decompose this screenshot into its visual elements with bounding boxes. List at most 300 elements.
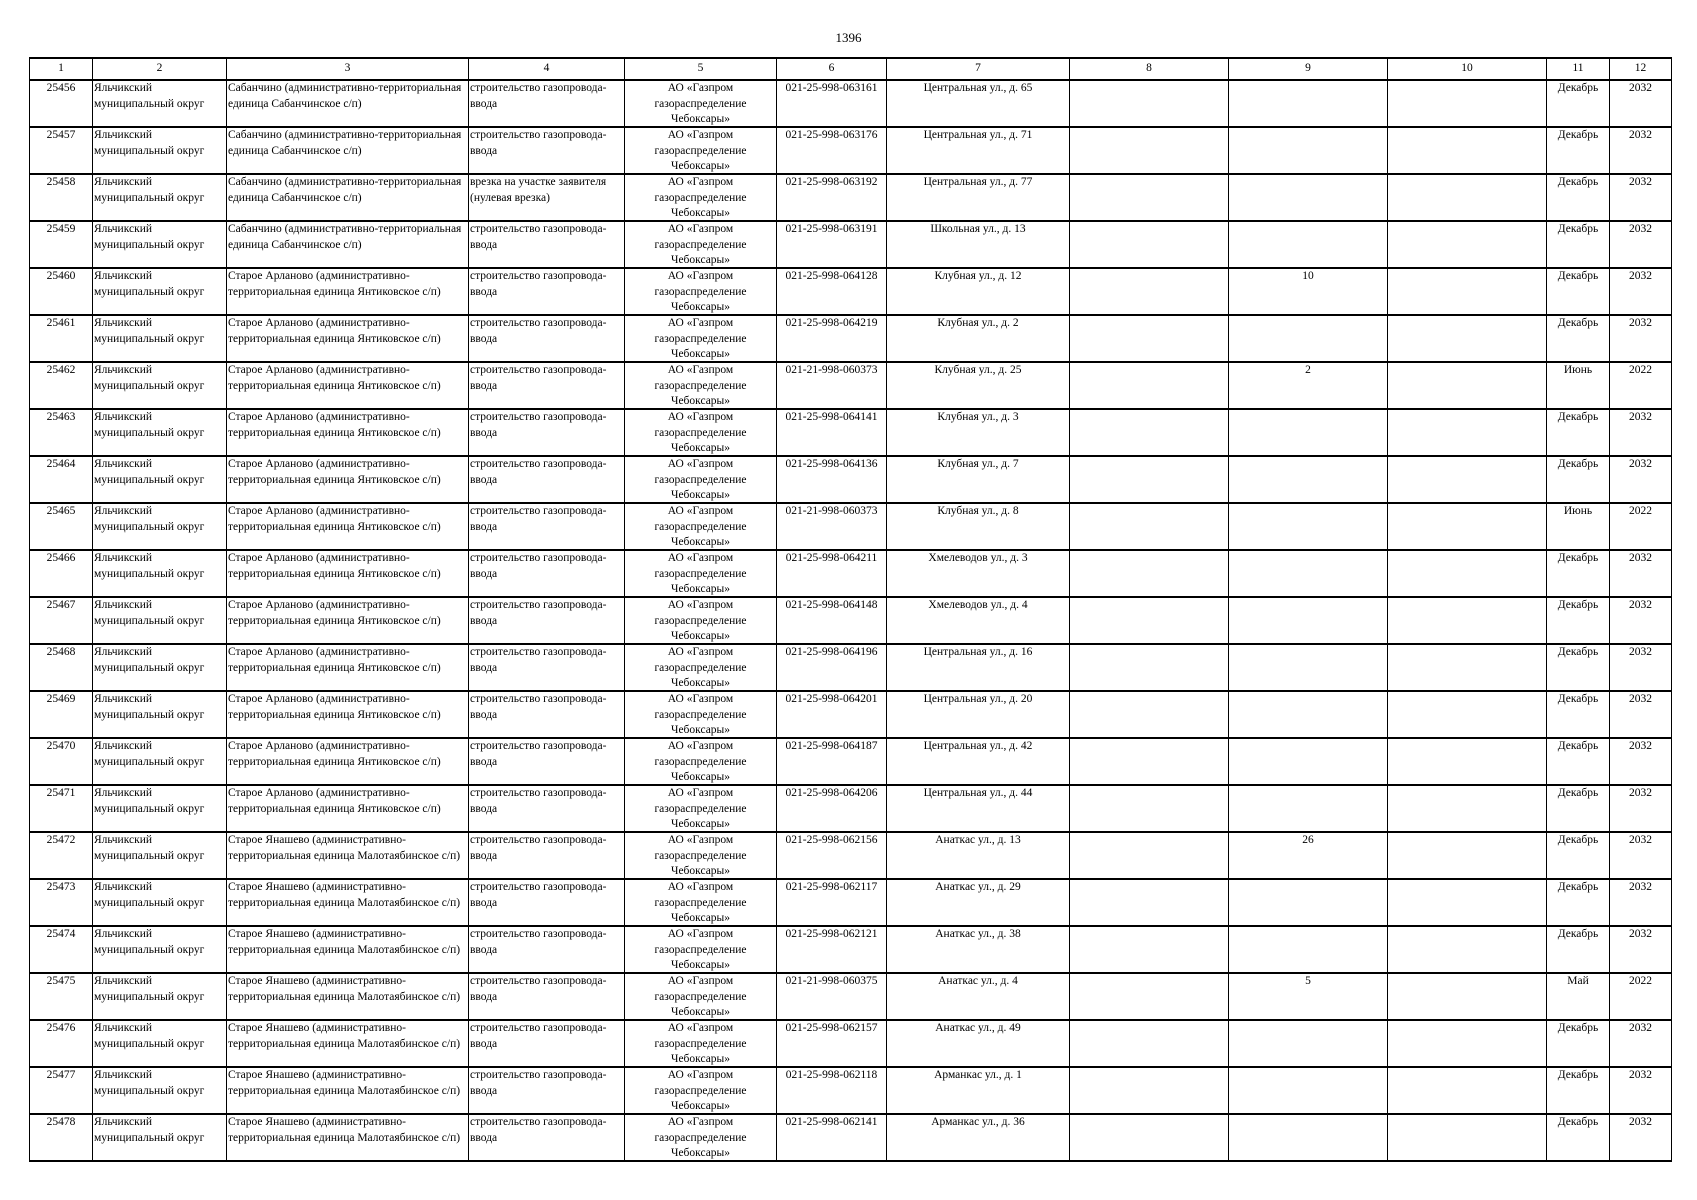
table-cell-col-2	[93, 644, 227, 691]
cell-text: Старое Арланово (административно-территориальная единица Янтиковское с/п)	[228, 693, 441, 721]
table-cell-col-6	[777, 879, 887, 926]
table-cell-col-2	[93, 550, 227, 597]
cell-text: Декабрь	[1557, 552, 1599, 564]
cell-text: Яльчикский муниципальный округ	[94, 458, 205, 486]
cell-text: АО «Газпром газораспределение Чебоксары»	[654, 928, 747, 971]
table-cell-col-1	[30, 80, 93, 127]
table-cell-col-8	[1070, 550, 1229, 597]
table-cell-col-11	[1547, 174, 1610, 221]
cell-text: 25462	[46, 364, 76, 376]
table-cell-col-5	[625, 550, 777, 597]
table-cell-col-5	[625, 738, 777, 785]
cell-text: АО «Газпром газораспределение Чебоксары»	[654, 787, 747, 830]
table-cell-col-8	[1070, 221, 1229, 268]
table-cell-col-5	[625, 503, 777, 550]
cell-text: 2032	[1629, 693, 1652, 705]
table-cell-col-5	[625, 644, 777, 691]
table-cell-col-11	[1547, 409, 1610, 456]
table-cell-col-10	[1388, 503, 1547, 550]
table-row	[30, 1114, 1672, 1161]
table-cell-col-1	[30, 174, 93, 221]
table-cell-col-10	[1388, 832, 1547, 879]
table-cell-col-9	[1229, 832, 1388, 879]
cell-text: Анаткас ул., д. 49	[935, 1022, 1021, 1034]
table-cell-col-8	[1070, 1067, 1229, 1114]
table-cell-col-7	[887, 879, 1070, 926]
cell-text: строительство газопровода-ввода	[470, 129, 607, 157]
cell-text: строительство газопровода-ввода	[470, 458, 607, 486]
table-cell-col-4	[469, 1020, 625, 1067]
table-cell-col-4	[469, 644, 625, 691]
table-cell-col-5	[625, 597, 777, 644]
table-cell-col-2	[93, 785, 227, 832]
cell-text: 2032	[1629, 1069, 1652, 1081]
table-cell-col-9	[1229, 315, 1388, 362]
table-cell-col-8	[1070, 691, 1229, 738]
table-cell-col-5	[625, 268, 777, 315]
table-cell-col-6	[777, 127, 887, 174]
table-cell-col-11	[1547, 1114, 1610, 1161]
table-cell-col-9	[1229, 409, 1388, 456]
cell-text: Яльчикский муниципальный округ	[94, 599, 205, 627]
cell-text: Анаткас ул., д. 29	[935, 881, 1021, 893]
cell-text: 25465	[46, 505, 76, 517]
table-cell-col-2	[93, 1067, 227, 1114]
column-header-11: 11	[1547, 58, 1610, 80]
cell-text: Старое Арланово (административно-территориальная единица Янтиковское с/п)	[228, 270, 441, 298]
table-cell-col-1	[30, 926, 93, 973]
table-cell-col-7	[887, 268, 1070, 315]
table-cell-col-7	[887, 738, 1070, 785]
cell-text: Декабрь	[1557, 317, 1599, 329]
table-cell-col-3	[227, 973, 469, 1020]
table-cell-col-4	[469, 409, 625, 456]
table-row	[30, 879, 1672, 926]
table-cell-col-11	[1547, 597, 1610, 644]
cell-text: 2032	[1629, 881, 1652, 893]
table-cell-col-4	[469, 1114, 625, 1161]
cell-text: 2032	[1629, 1022, 1652, 1034]
table-cell-col-5	[625, 456, 777, 503]
table-cell-col-3	[227, 315, 469, 362]
table-cell-col-7	[887, 315, 1070, 362]
cell-text: 021-25-998-062157	[785, 1022, 878, 1034]
table-cell-col-4	[469, 691, 625, 738]
table-cell-col-6	[777, 1067, 887, 1114]
table-cell-col-4	[469, 221, 625, 268]
table-cell-col-9	[1229, 1020, 1388, 1067]
cell-text: 25467	[46, 599, 76, 611]
table-cell-col-12	[1610, 879, 1672, 926]
table-cell-col-10	[1388, 644, 1547, 691]
cell-text: АО «Газпром газораспределение Чебоксары»	[654, 1022, 747, 1065]
table-cell-col-3	[227, 738, 469, 785]
cell-text: 021-25-998-063192	[785, 176, 878, 188]
cell-text: Декабрь	[1557, 928, 1599, 940]
table-cell-col-2	[93, 362, 227, 409]
table-row	[30, 456, 1672, 503]
cell-text: Май	[1567, 975, 1589, 987]
cell-text: 25478	[46, 1116, 76, 1128]
table-cell-col-4	[469, 832, 625, 879]
cell-text: Июнь	[1563, 505, 1593, 517]
table-cell-col-10	[1388, 456, 1547, 503]
table-cell-col-7	[887, 456, 1070, 503]
cell-text: Старое Янашево (административно-территориальная единица Малотаябинское с/п)	[228, 975, 461, 1003]
table-cell-col-12	[1610, 973, 1672, 1020]
table-cell-col-7	[887, 691, 1070, 738]
cell-text: строительство газопровода-ввода	[470, 787, 607, 815]
table-cell-col-2	[93, 879, 227, 926]
table-cell-col-7	[887, 409, 1070, 456]
cell-text: строительство газопровода-ввода	[470, 693, 607, 721]
table-cell-col-7	[887, 1020, 1070, 1067]
cell-text: 021-25-998-062118	[785, 1069, 878, 1081]
table-cell-col-8	[1070, 785, 1229, 832]
table-cell-col-1	[30, 362, 93, 409]
cell-text: 25469	[46, 693, 76, 705]
cell-text: 25464	[46, 458, 76, 470]
table-cell-col-4	[469, 503, 625, 550]
cell-text: 25458	[46, 176, 76, 188]
column-header-6: 6	[777, 58, 887, 80]
column-header-10: 10	[1388, 58, 1547, 80]
cell-text: Яльчикский муниципальный округ	[94, 1022, 205, 1050]
column-header-4: 4	[469, 58, 625, 80]
cell-text: Яльчикский муниципальный округ	[94, 740, 205, 768]
cell-text: 2	[1305, 364, 1311, 376]
cell-text: Сабанчино (административно-территориальная единица Сабанчинское с/п)	[228, 176, 462, 204]
table-cell-col-6	[777, 221, 887, 268]
table-cell-col-7	[887, 926, 1070, 973]
cell-text: Клубная ул., д. 7	[937, 458, 1019, 470]
cell-text: 25456	[46, 82, 76, 94]
cell-text: Арманкас ул., д. 1	[934, 1069, 1022, 1081]
cell-text: 2032	[1629, 928, 1652, 940]
table-cell-col-1	[30, 1020, 93, 1067]
cell-text: 25471	[46, 787, 76, 799]
table-cell-col-6	[777, 738, 887, 785]
table-cell-col-4	[469, 362, 625, 409]
table-cell-col-2	[93, 127, 227, 174]
table-cell-col-6	[777, 973, 887, 1020]
cell-text: Клубная ул., д. 3	[937, 411, 1019, 423]
table-cell-col-4	[469, 785, 625, 832]
table-cell-col-1	[30, 503, 93, 550]
table-cell-col-5	[625, 362, 777, 409]
cell-text: АО «Газпром газораспределение Чебоксары»	[654, 270, 747, 313]
table-cell-col-11	[1547, 127, 1610, 174]
table-cell-col-1	[30, 315, 93, 362]
table-cell-col-11	[1547, 832, 1610, 879]
cell-text: строительство газопровода-ввода	[470, 223, 607, 251]
table-cell-col-4	[469, 738, 625, 785]
table-cell-col-10	[1388, 1114, 1547, 1161]
table-cell-col-4	[469, 174, 625, 221]
table-cell-col-12	[1610, 691, 1672, 738]
cell-text: 2032	[1629, 599, 1652, 611]
table-cell-col-1	[30, 456, 93, 503]
table-cell-col-3	[227, 550, 469, 597]
table-cell-col-9	[1229, 1114, 1388, 1161]
cell-text: Декабрь	[1557, 740, 1599, 752]
table-cell-col-6	[777, 597, 887, 644]
table-cell-col-3	[227, 456, 469, 503]
table-cell-col-3	[227, 127, 469, 174]
cell-text: Старое Арланово (административно-территориальная единица Янтиковское с/п)	[228, 458, 441, 486]
table-cell-col-2	[93, 503, 227, 550]
table-cell-col-2	[93, 409, 227, 456]
table-cell-col-7	[887, 550, 1070, 597]
cell-text: строительство газопровода-ввода	[470, 364, 607, 392]
cell-text: Хмелеводов ул., д. 3	[928, 552, 1028, 564]
column-header-8: 8	[1070, 58, 1229, 80]
cell-text: 021-25-998-064128	[785, 270, 878, 282]
table-cell-col-3	[227, 80, 469, 127]
table-cell-col-9	[1229, 80, 1388, 127]
cell-text: строительство газопровода-ввода	[470, 1022, 607, 1050]
table-cell-col-10	[1388, 315, 1547, 362]
cell-text: Анаткас ул., д. 13	[935, 834, 1021, 846]
table-cell-col-9	[1229, 1067, 1388, 1114]
table-cell-col-2	[93, 832, 227, 879]
table-cell-col-8	[1070, 832, 1229, 879]
cell-text: 2032	[1629, 176, 1652, 188]
cell-text: Яльчикский муниципальный округ	[94, 787, 205, 815]
table-cell-col-5	[625, 879, 777, 926]
table-cell-col-1	[30, 409, 93, 456]
cell-text: Июнь	[1563, 364, 1593, 376]
table-cell-col-10	[1388, 597, 1547, 644]
cell-text: 25457	[46, 129, 76, 141]
table-cell-col-8	[1070, 738, 1229, 785]
cell-text: Яльчикский муниципальный округ	[94, 834, 205, 862]
table-cell-col-9	[1229, 785, 1388, 832]
column-header-3: 3	[227, 58, 469, 80]
table-row	[30, 1067, 1672, 1114]
table-cell-col-12	[1610, 174, 1672, 221]
table-cell-col-12	[1610, 1020, 1672, 1067]
table-row	[30, 503, 1672, 550]
cell-text: Декабрь	[1557, 787, 1599, 799]
table-cell-col-6	[777, 315, 887, 362]
table-cell-col-9	[1229, 550, 1388, 597]
table-cell-col-10	[1388, 127, 1547, 174]
table-cell-col-12	[1610, 221, 1672, 268]
cell-text: Клубная ул., д. 8	[937, 505, 1019, 517]
table-cell-col-11	[1547, 362, 1610, 409]
table-cell-col-5	[625, 127, 777, 174]
table-cell-col-9	[1229, 879, 1388, 926]
data-table	[29, 57, 1672, 1162]
table-cell-col-3	[227, 597, 469, 644]
cell-text: Декабрь	[1557, 646, 1599, 658]
table-cell-col-1	[30, 597, 93, 644]
table-row	[30, 926, 1672, 973]
cell-text: Яльчикский муниципальный округ	[94, 552, 205, 580]
cell-text: 021-25-998-063176	[785, 129, 878, 141]
table-cell-col-5	[625, 315, 777, 362]
cell-text: Школьная ул., д. 13	[930, 223, 1026, 235]
table-cell-col-7	[887, 785, 1070, 832]
table-cell-col-5	[625, 691, 777, 738]
table-cell-col-6	[777, 362, 887, 409]
cell-text: Яльчикский муниципальный округ	[94, 129, 205, 157]
table-cell-col-10	[1388, 785, 1547, 832]
table-row	[30, 221, 1672, 268]
table-cell-col-3	[227, 691, 469, 738]
table-cell-col-12	[1610, 1067, 1672, 1114]
table-cell-col-1	[30, 550, 93, 597]
table-cell-col-1	[30, 738, 93, 785]
cell-text: Декабрь	[1557, 270, 1599, 282]
table-cell-col-12	[1610, 785, 1672, 832]
cell-text: 021-21-998-060375	[785, 975, 878, 987]
cell-text: Декабрь	[1557, 1069, 1599, 1081]
table-cell-col-3	[227, 221, 469, 268]
table-cell-col-11	[1547, 456, 1610, 503]
table-cell-col-1	[30, 879, 93, 926]
table-cell-col-10	[1388, 174, 1547, 221]
table-cell-col-10	[1388, 973, 1547, 1020]
table-cell-col-2	[93, 80, 227, 127]
table-cell-col-8	[1070, 362, 1229, 409]
cell-text: Декабрь	[1557, 82, 1599, 94]
table-cell-col-7	[887, 174, 1070, 221]
cell-text: 021-21-998-060373	[785, 364, 878, 376]
cell-text: строительство газопровода-ввода	[470, 411, 607, 439]
cell-text: 021-25-998-063191	[785, 223, 878, 235]
cell-text: 5	[1305, 975, 1311, 987]
table-cell-col-8	[1070, 1020, 1229, 1067]
table-cell-col-11	[1547, 785, 1610, 832]
table-cell-col-3	[227, 503, 469, 550]
table-row	[30, 691, 1672, 738]
cell-text: 25474	[46, 928, 76, 940]
column-header-7: 7	[887, 58, 1070, 80]
cell-text: Старое Янашево (административно-территориальная единица Малотаябинское с/п)	[228, 1116, 461, 1144]
table-cell-col-11	[1547, 738, 1610, 785]
table-cell-col-3	[227, 409, 469, 456]
cell-text: Яльчикский муниципальный округ	[94, 176, 205, 204]
page-number: 1396	[835, 30, 862, 45]
table-cell-col-3	[227, 644, 469, 691]
table-cell-col-7	[887, 127, 1070, 174]
cell-text: Яльчикский муниципальный округ	[94, 364, 205, 392]
cell-text: 021-25-998-062141	[785, 1116, 878, 1128]
table-cell-col-12	[1610, 80, 1672, 127]
table-cell-col-1	[30, 1114, 93, 1161]
cell-text: Старое Арланово (административно-территориальная единица Янтиковское с/п)	[228, 599, 441, 627]
table-cell-col-10	[1388, 926, 1547, 973]
table-cell-col-3	[227, 1067, 469, 1114]
table-cell-col-2	[93, 221, 227, 268]
cell-text: Старое Янашево (административно-территориальная единица Малотаябинское с/п)	[228, 928, 461, 956]
table-row	[30, 80, 1672, 127]
table-cell-col-2	[93, 456, 227, 503]
table-cell-col-1	[30, 1067, 93, 1114]
cell-text: АО «Газпром газораспределение Чебоксары»	[654, 693, 747, 736]
column-header-2: 2	[93, 58, 227, 80]
table-cell-col-11	[1547, 644, 1610, 691]
table-cell-col-7	[887, 80, 1070, 127]
cell-text: Яльчикский муниципальный округ	[94, 505, 205, 533]
cell-text: 2032	[1629, 740, 1652, 752]
table-cell-col-5	[625, 221, 777, 268]
cell-text: АО «Газпром газораспределение Чебоксары»	[654, 129, 747, 172]
table-cell-col-11	[1547, 879, 1610, 926]
table-cell-col-6	[777, 644, 887, 691]
table-cell-col-3	[227, 174, 469, 221]
cell-text: АО «Газпром газораспределение Чебоксары»	[654, 176, 747, 219]
table-cell-col-4	[469, 550, 625, 597]
cell-text: строительство газопровода-ввода	[470, 928, 607, 956]
table-cell-col-11	[1547, 503, 1610, 550]
cell-text: Яльчикский муниципальный округ	[94, 1069, 205, 1097]
table-cell-col-12	[1610, 315, 1672, 362]
table-cell-col-5	[625, 1020, 777, 1067]
table-cell-col-8	[1070, 973, 1229, 1020]
table-cell-col-1	[30, 127, 93, 174]
table-row	[30, 644, 1672, 691]
table-cell-col-1	[30, 785, 93, 832]
table-row	[30, 832, 1672, 879]
cell-text: 2022	[1629, 975, 1652, 987]
cell-text: АО «Газпром газораспределение Чебоксары»	[654, 223, 747, 266]
cell-text: АО «Газпром газораспределение Чебоксары»	[654, 505, 747, 548]
cell-text: Центральная ул., д. 20	[923, 693, 1033, 705]
table-cell-col-5	[625, 174, 777, 221]
table-cell-col-3	[227, 268, 469, 315]
table-cell-col-7	[887, 597, 1070, 644]
cell-text: АО «Газпром газораспределение Чебоксары»	[654, 834, 747, 877]
table-cell-col-1	[30, 973, 93, 1020]
cell-text: Старое Арланово (административно-территориальная единица Янтиковское с/п)	[228, 552, 441, 580]
cell-text: 2022	[1629, 364, 1652, 376]
table-cell-col-3	[227, 1020, 469, 1067]
cell-text: Центральная ул., д. 42	[923, 740, 1033, 752]
table-cell-col-9	[1229, 691, 1388, 738]
table-cell-col-10	[1388, 550, 1547, 597]
cell-text: АО «Газпром газораспределение Чебоксары»	[654, 975, 747, 1018]
cell-text: Старое Янашево (административно-территориальная единица Малотаябинское с/п)	[228, 834, 461, 862]
cell-text: Яльчикский муниципальный округ	[94, 270, 205, 298]
table-row	[30, 1020, 1672, 1067]
table-cell-col-9	[1229, 973, 1388, 1020]
table-cell-col-7	[887, 221, 1070, 268]
table-cell-col-8	[1070, 597, 1229, 644]
cell-text: 2032	[1629, 787, 1652, 799]
cell-text: АО «Газпром газораспределение Чебоксары»	[654, 646, 747, 689]
table-row	[30, 785, 1672, 832]
cell-text: 021-25-998-062121	[785, 928, 878, 940]
table-cell-col-12	[1610, 832, 1672, 879]
cell-text: 26	[1302, 834, 1314, 846]
cell-text: строительство газопровода-ввода	[470, 505, 607, 533]
cell-text: АО «Газпром газораспределение Чебоксары»	[654, 82, 747, 125]
table-cell-col-7	[887, 1067, 1070, 1114]
table-cell-col-4	[469, 80, 625, 127]
cell-text: Старое Арланово (административно-территориальная единица Янтиковское с/п)	[228, 317, 441, 345]
cell-text: АО «Газпром газораспределение Чебоксары»	[654, 740, 747, 783]
cell-text: 021-25-998-064201	[785, 693, 878, 705]
table-cell-col-5	[625, 832, 777, 879]
cell-text: врезка на участке заявителя (нулевая врезка)	[470, 176, 607, 204]
cell-text: строительство газопровода-ввода	[470, 317, 607, 345]
cell-text: строительство газопровода-ввода	[470, 1116, 607, 1144]
cell-text: АО «Газпром газораспределение Чебоксары»	[654, 599, 747, 642]
cell-text: 2032	[1629, 458, 1652, 470]
